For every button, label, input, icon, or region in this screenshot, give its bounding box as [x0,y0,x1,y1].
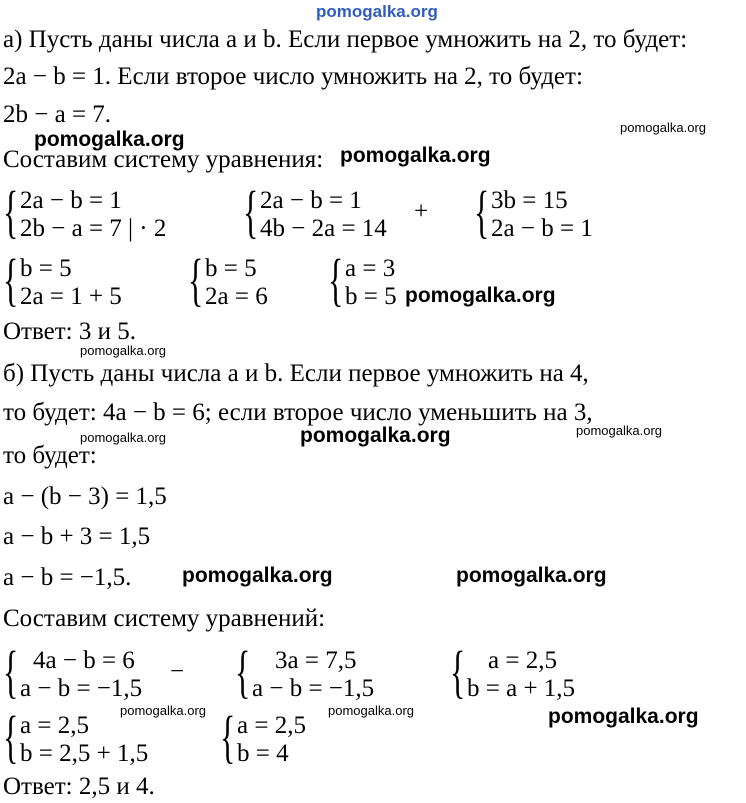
part-b-system-title: Составим систему уравнений: [3,605,326,632]
brace-icon: { [450,639,466,704]
part-a-equation-1: 2a − b = 1. Если второе число умножить на 2, то будет: [3,63,583,90]
part-a-intro: а) Пусть даны числа a и b. Если первое умножить на 2, то будет: [3,26,688,53]
system-row: 2a = 1 + 5 [20,283,122,310]
watermark: pomogalka.org [340,144,491,167]
system-row: a − b = −1,5 [20,675,143,702]
system-row: b = 4 [237,740,289,767]
brace-icon: { [243,179,259,244]
system-row: a = 3 [345,255,396,282]
watermark: pomogalka.org [620,120,706,135]
system-row: b = a + 1,5 [467,675,576,702]
brace-icon: { [220,704,236,769]
system-row: 4b − 2a = 14 [260,215,387,242]
watermark: pomogalka.org [456,564,607,587]
part-b-answer: Ответ: 2,5 и 4. [3,773,155,800]
system-row: 2b − a = 7 | · 2 [20,215,167,242]
system-row: 2a − b = 1 [491,215,593,242]
watermark: pomogalka.org [80,430,166,445]
brace-icon: { [3,639,19,704]
part-b-equation-2: a − b + 3 = 1,5 [3,523,151,550]
system-row: a − b = −1,5 [252,675,375,702]
system-row: b = 5 [205,255,257,282]
system-row: 2a − b = 1 [260,187,362,214]
system-row: 4a − b = 6 [33,647,135,674]
part-a-system-title: Составим систему уравнения: [3,146,324,173]
brace-icon: { [3,704,19,769]
brace-icon: { [3,247,19,312]
system-row: b = 5 [345,283,397,310]
part-a-equation-2: 2b − a = 7. [3,101,112,128]
brace-icon: { [3,179,19,244]
system-row: b = 2,5 + 1,5 [20,740,149,767]
system-row: a = 2,5 [237,712,306,739]
watermark: pomogalka.org [80,343,166,358]
brace-icon: { [474,179,490,244]
system-row: b = 5 [20,255,72,282]
watermark: pomogalka.org [34,128,185,151]
system-row: 3a = 7,5 [275,647,357,674]
watermark: pomogalka.org [328,703,414,718]
part-b-equation-3: a − b = −1,5. [3,564,132,591]
system-row: a = 2,5 [488,647,557,674]
brace-icon: { [188,247,204,312]
system-row: 3b = 15 [491,187,568,214]
watermark-top: pomogalka.org [316,2,438,21]
system-row: 2a − b = 1 [20,187,122,214]
watermark: pomogalka.org [548,705,699,728]
operator-plus: + [414,198,429,225]
watermark: pomogalka.org [120,703,206,718]
system-row: a = 2,5 [20,712,89,739]
brace-icon: { [235,639,251,704]
watermark: pomogalka.org [405,284,556,307]
operator-minus: − [170,658,185,685]
part-a-answer: Ответ: 3 и 5. [3,318,136,345]
system-row: 2a = 6 [205,283,268,310]
part-b-line-3: то будет: [3,442,97,469]
watermark: pomogalka.org [300,424,451,447]
part-b-intro: б) Пусть даны числа a и b. Если первое умножить на 4, [3,360,589,387]
watermark: pomogalka.org [576,423,662,438]
part-b-equation-1: a − (b − 3) = 1,5 [3,483,167,510]
part-b-line-2: то будет: 4a − b = 6; если второе число уменьшить на 3, [3,399,593,426]
brace-icon: { [328,247,344,312]
watermark: pomogalka.org [182,564,333,587]
